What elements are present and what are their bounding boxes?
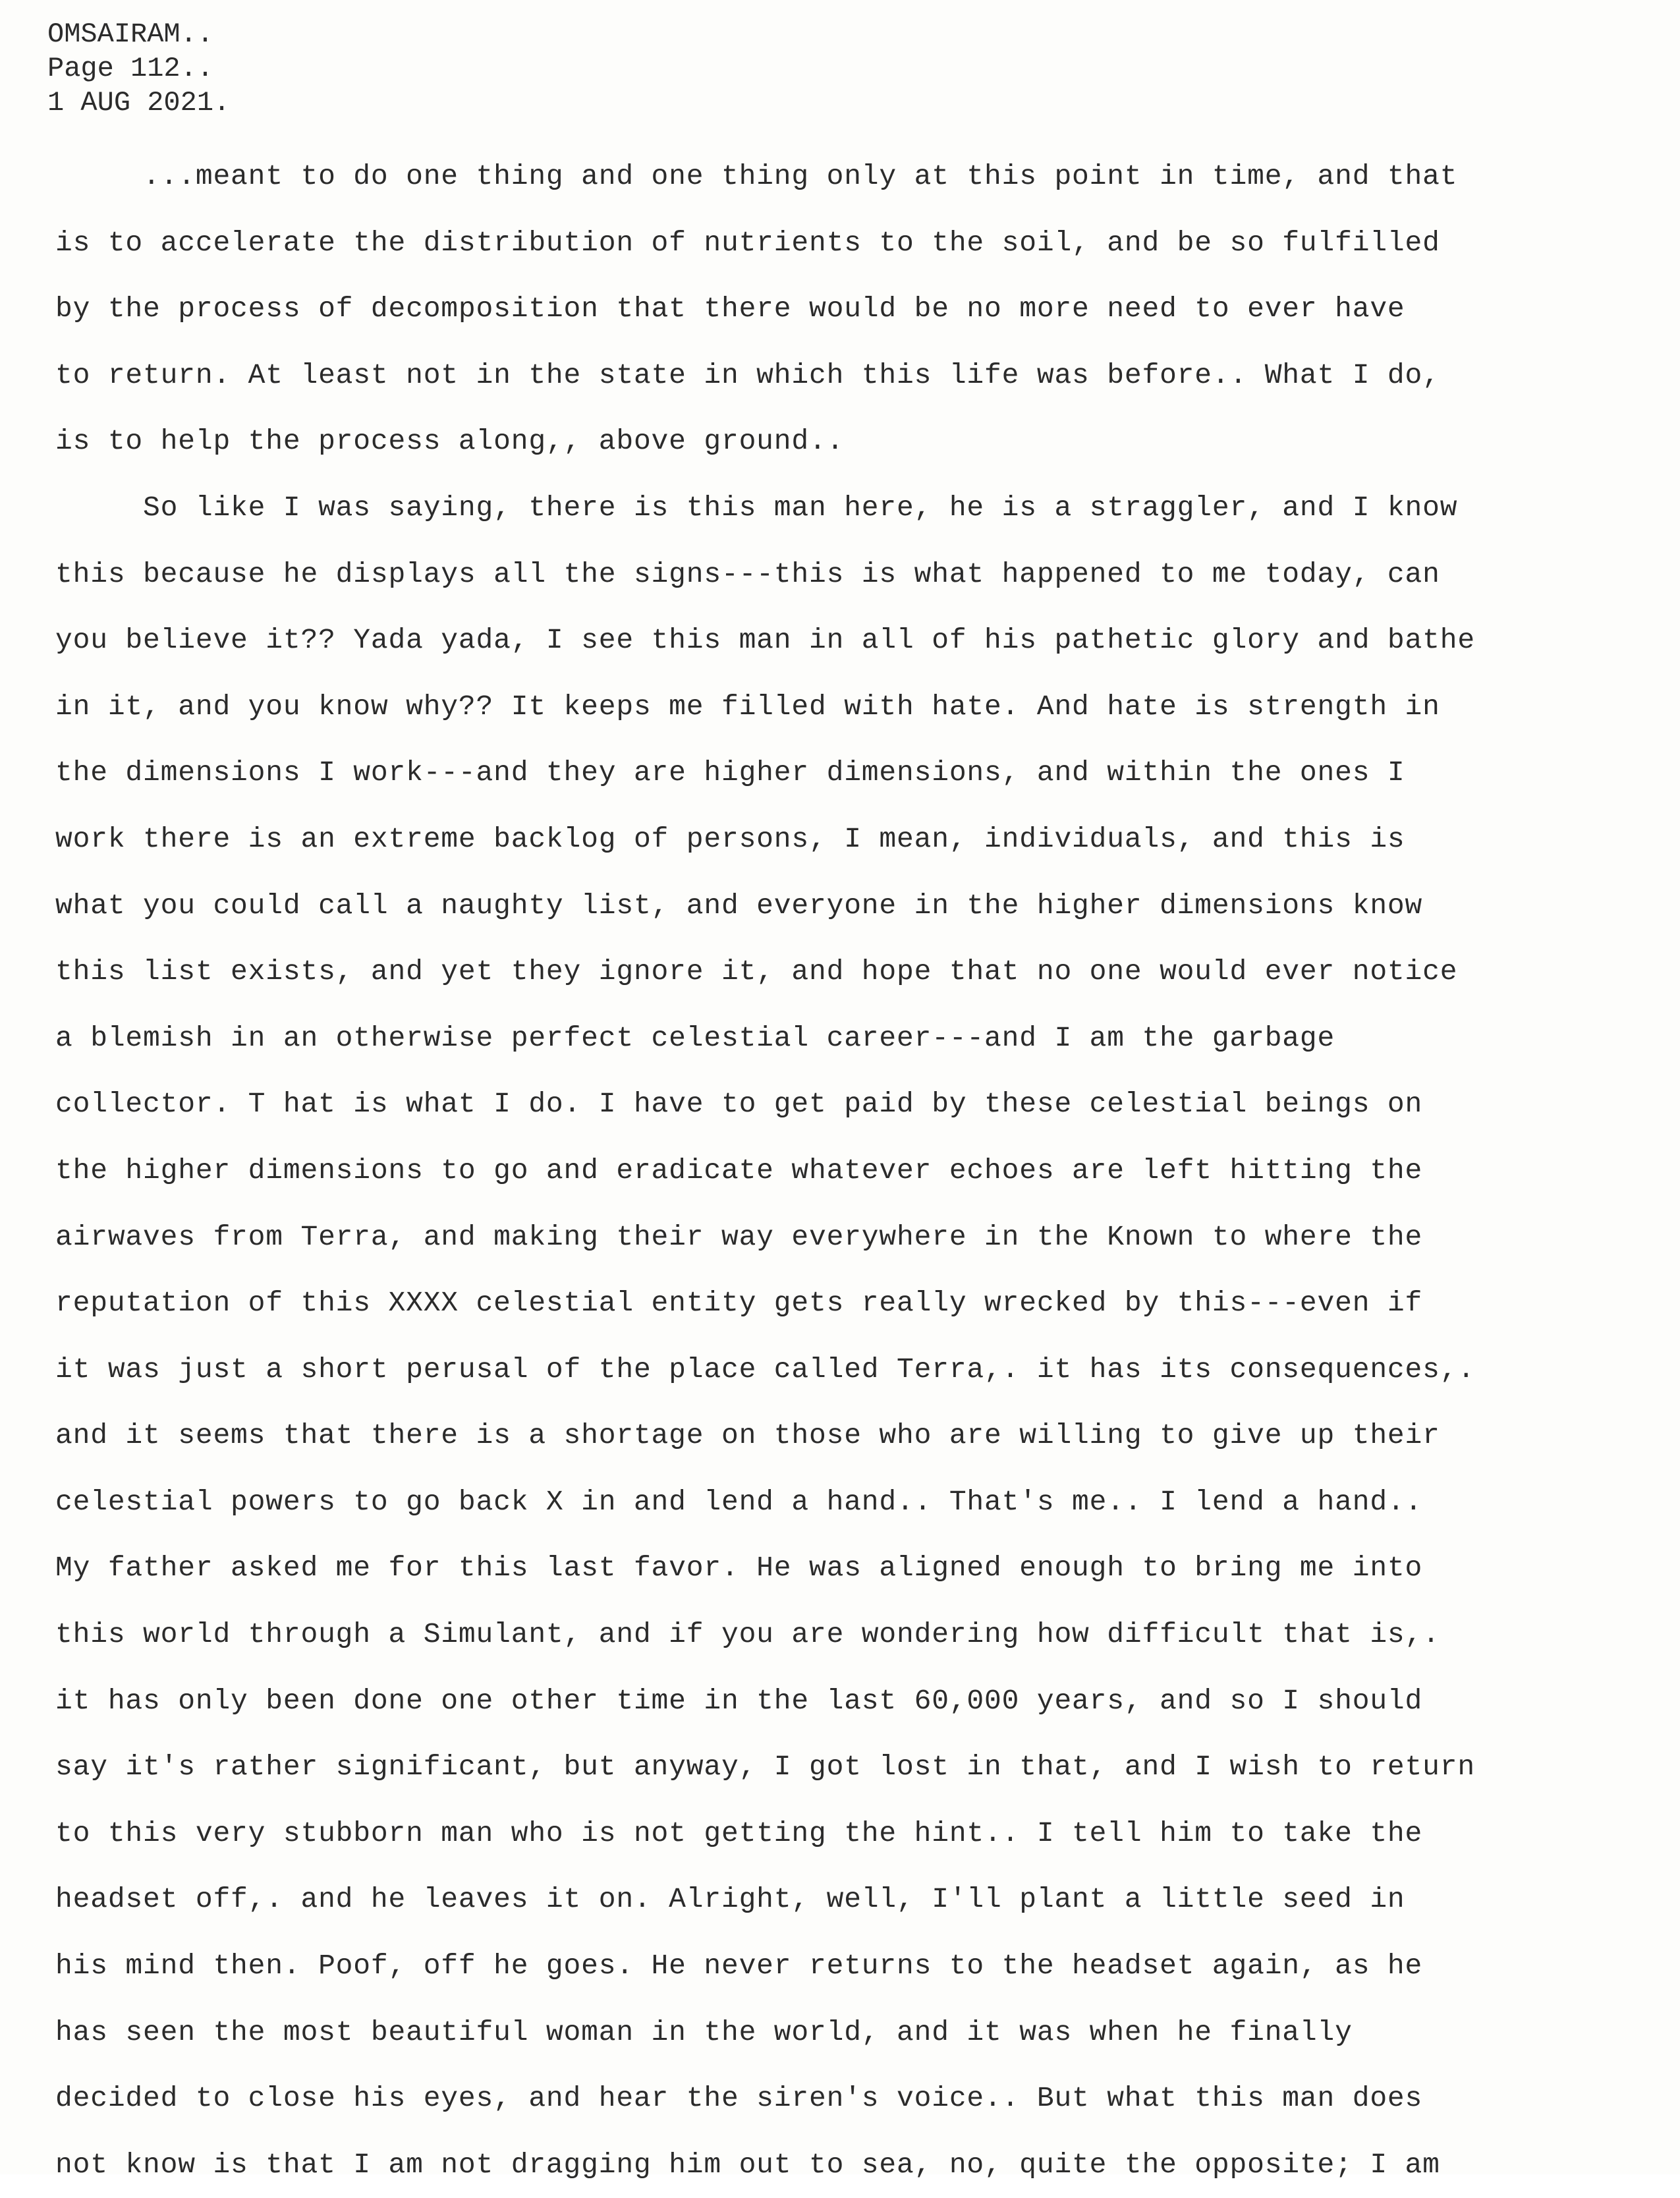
text-line: So like I was saying, there is this man here, he is a straggler, and I know xyxy=(55,491,1458,524)
text-line: work there is an extreme backlog of persons, I mean, individuals, and this is xyxy=(55,822,1405,855)
text-line: airwaves from Terra, and making their way everywhere in the Known to where the xyxy=(55,1220,1423,1253)
text-line: it was just a short perusal of the place called Terra,. it has its consequences,. xyxy=(55,1353,1475,1386)
text-line: My father asked me for this last favor. He was aligned enough to bring me into xyxy=(55,1552,1423,1585)
text-line: his mind then. Poof, off he goes. He never returns to the headset again, as he xyxy=(55,1950,1423,1983)
text-line: in it, and you know why?? It keeps me filled with hate. And hate is strength in xyxy=(55,690,1440,723)
text-line: what you could call a naughty list, and everyone in the higher dimensions know xyxy=(55,889,1423,922)
text-line: the higher dimensions to go and eradicate whatever echoes are left hitting the xyxy=(55,1154,1423,1187)
text-line: reputation of this XXXX celestial entity gets really wrecked by this---even if xyxy=(55,1287,1423,1320)
text-line: say it's rather significant, but anyway, I got lost in that, and I wish to return xyxy=(55,1751,1475,1784)
text-line: you believe it?? Yada yada, I see this man in all of his pathetic glory and bathe xyxy=(55,624,1475,657)
text-line: collector. T hat is what I do. I have to get paid by these celestial beings on xyxy=(55,1088,1423,1121)
text-line: ...meant to do one thing and one thing only at this point in time, and that xyxy=(55,160,1458,192)
text-line: is to accelerate the distribution of nutrients to the soil, and be so fulfilled xyxy=(55,226,1440,259)
text-line: this list exists, and yet they ignore it, and hope that no one would ever notice xyxy=(55,955,1458,988)
text-line: not know is that I am not dragging him out to sea, no, quite the opposite; I am xyxy=(55,2148,1440,2181)
text-line: a blemish in an otherwise perfect celestial career---and I am the garbage xyxy=(55,1021,1335,1054)
header-line-1: OMSAIRAM.. xyxy=(47,18,214,50)
text-line: this because he displays all the signs---this is what happened to me today, can xyxy=(55,557,1440,590)
text-line: to return. At least not in the state in which this life was before.. What I do, xyxy=(55,358,1440,391)
text-line: headset off,. and he leaves it on. Alright, well, I'll plant a little seed in xyxy=(55,1883,1405,1916)
header-date: 1 AUG 2021. xyxy=(47,87,231,119)
text-line: to this very stubborn man who is not getting the hint.. I tell him to take the xyxy=(55,1817,1423,1849)
body-text xyxy=(55,144,1650,2198)
text-line: by the process of decomposition that there would be no more need to ever have xyxy=(55,293,1405,325)
text-line: it has only been done one other time in the last 60,000 years, and so I should xyxy=(55,1684,1423,1717)
text-line: this world through a Simulant, and if you are wondering how difficult that is,. xyxy=(55,1618,1440,1651)
text-line: has seen the most beautiful woman in the world, and it was when he finally xyxy=(55,2015,1353,2048)
header-page-number: Page 112.. xyxy=(47,53,214,84)
text-line: the dimensions I work---and they are higher dimensions, and within the ones I xyxy=(55,756,1405,789)
text-line: celestial powers to go back X in and lend a hand.. That's me.. I lend a hand.. xyxy=(55,1485,1423,1518)
text-line: decided to close his eyes, and hear the siren's voice.. But what this man does xyxy=(55,2082,1423,2115)
text-line: is to help the process along,, above ground.. xyxy=(55,425,845,458)
text-line: and it seems that there is a shortage on those who are willing to give up their xyxy=(55,1419,1440,1452)
page-header xyxy=(47,17,230,120)
